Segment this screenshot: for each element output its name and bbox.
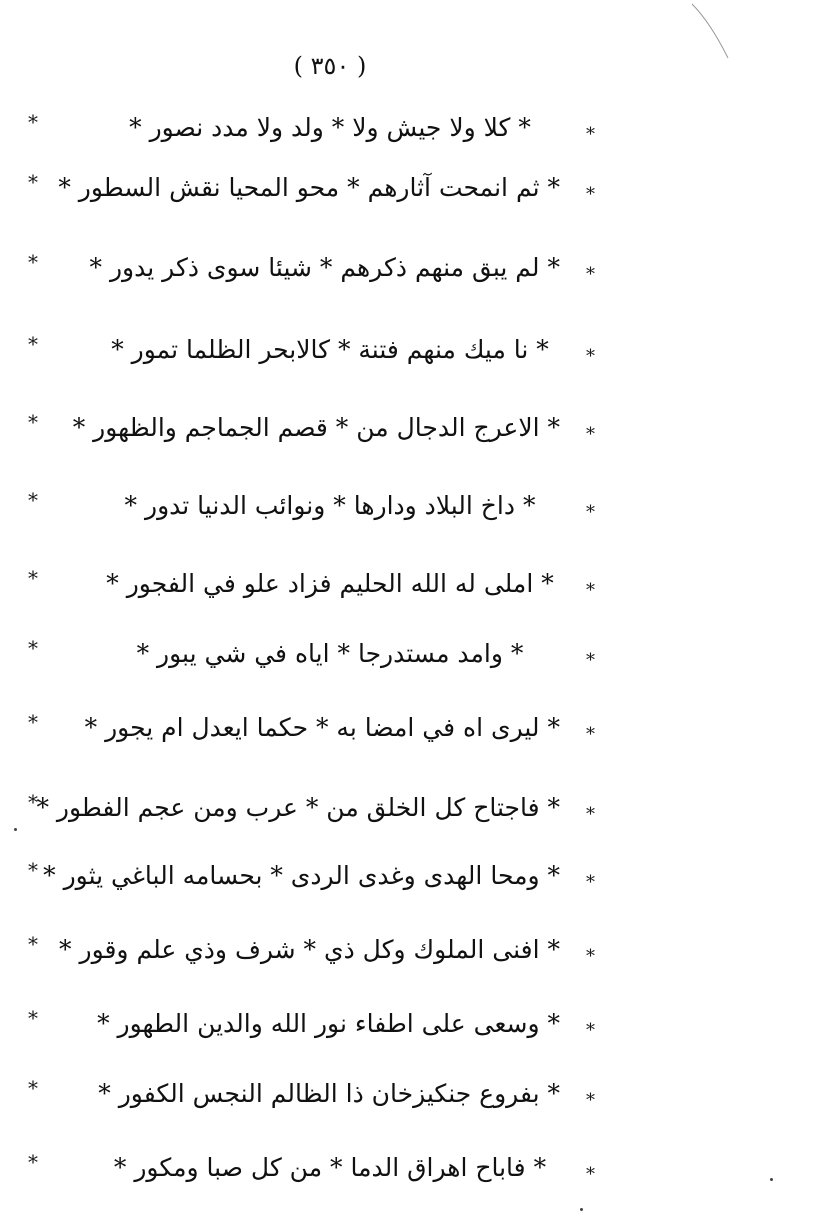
verse-ornament-right: * xyxy=(28,790,38,814)
verse-text: * ثم انمحت آثارهم * محو المحيا نقش السطور * xyxy=(58,173,560,202)
verse-ornament-left: * xyxy=(586,946,595,967)
verse-ornament-right: * xyxy=(28,410,38,434)
ink-speck xyxy=(770,1178,773,1181)
verse-text: * بفروع جنكيزخان ذا الظالم النجس الكفور * xyxy=(98,1079,560,1108)
page-number: ( ٣٥٠ ) xyxy=(293,52,367,80)
verse-ornament-left: * xyxy=(586,346,595,367)
verse-text: * نا ميك منهم فتنة * كالابحر الظلما تمور * xyxy=(111,335,549,364)
verse-ornament-left: * xyxy=(586,1020,595,1041)
verse-line xyxy=(0,626,819,686)
verse-ornament-right: * xyxy=(28,332,38,356)
verse-ornament-right: * xyxy=(28,1006,38,1030)
verse-ornament-left: * xyxy=(586,872,595,893)
verse-line xyxy=(0,400,819,460)
verse-line xyxy=(0,848,819,908)
verse-ornament-right: * xyxy=(28,110,38,134)
verse-line xyxy=(0,240,819,300)
verse-text: * داخ البلاد ودارها * ونوائب الدنيا تدور * xyxy=(124,491,536,520)
verse-line xyxy=(0,700,819,760)
verse-text: * فاجتاح كل الخلق من * عرب ومن عجم الفطور * xyxy=(36,793,560,822)
verse-text: * ليرى اه في امضا به * حكما ايعدل ام يجور * xyxy=(84,713,560,742)
verse-line xyxy=(0,322,819,382)
verse-line xyxy=(0,780,819,840)
verse-line xyxy=(0,922,819,982)
verse-ornament-left: * xyxy=(586,650,595,671)
verse-text: * وامد مستدرجا * اياه في شي يبور * xyxy=(136,639,524,668)
verse-ornament-left: * xyxy=(586,580,595,601)
ink-speck xyxy=(14,828,17,831)
verse-ornament-right: * xyxy=(28,710,38,734)
verse-text: * املى له الله الحليم فزاد علو في الفجور * xyxy=(106,569,554,598)
verse-ornament-left: * xyxy=(586,804,595,825)
ink-speck xyxy=(580,1208,583,1211)
page-edge-curve xyxy=(690,0,750,60)
verse-line xyxy=(0,996,819,1056)
verse-ornament-left: * xyxy=(586,1164,595,1185)
verse-text: * ومحا الهدى وغدى الردى * بحسامه الباغي يثور * xyxy=(43,861,560,890)
verse-line xyxy=(0,1066,819,1126)
verse-ornament-left: * xyxy=(586,502,595,523)
verse-ornament-left: * xyxy=(586,124,595,145)
verse-ornament-right: * xyxy=(28,858,38,882)
verse-ornament-left: * xyxy=(586,424,595,445)
verse-ornament-left: * xyxy=(586,184,595,205)
verse-ornament-left: * xyxy=(586,264,595,285)
verse-ornament-right: * xyxy=(28,170,38,194)
verse-ornament-right: * xyxy=(28,1150,38,1174)
verse-line xyxy=(0,478,819,538)
verse-text: * الاعرج الدجال من * قصم الجماجم والظهور * xyxy=(72,413,560,442)
verse-line xyxy=(0,556,819,616)
verse-ornament-left: * xyxy=(586,1090,595,1111)
verse-text: * كلا ولا جيش ولا * ولد ولا مدد نصور * xyxy=(129,113,531,142)
verse-ornament-right: * xyxy=(28,636,38,660)
verse-ornament-right: * xyxy=(28,566,38,590)
verse-text: * فاباح اهراق الدما * من كل صبا ومكور * xyxy=(113,1153,547,1182)
verse-text: * وسعى على اطفاء نور الله والدين الطهور * xyxy=(97,1009,560,1038)
verse-line xyxy=(0,1140,819,1200)
verse-text: * افنى الملوك وكل ذي * شرف وذي علم وقور * xyxy=(59,935,560,964)
verse-ornament-right: * xyxy=(28,932,38,956)
verse-line xyxy=(0,160,819,220)
verse-ornament-left: * xyxy=(586,724,595,745)
verse-text: * لم يبق منهم ذكرهم * شيئا سوى ذكر يدور * xyxy=(89,253,560,282)
verse-ornament-right: * xyxy=(28,1076,38,1100)
verse-ornament-right: * xyxy=(28,488,38,512)
verse-ornament-right: * xyxy=(28,250,38,274)
verse-line xyxy=(0,100,819,160)
